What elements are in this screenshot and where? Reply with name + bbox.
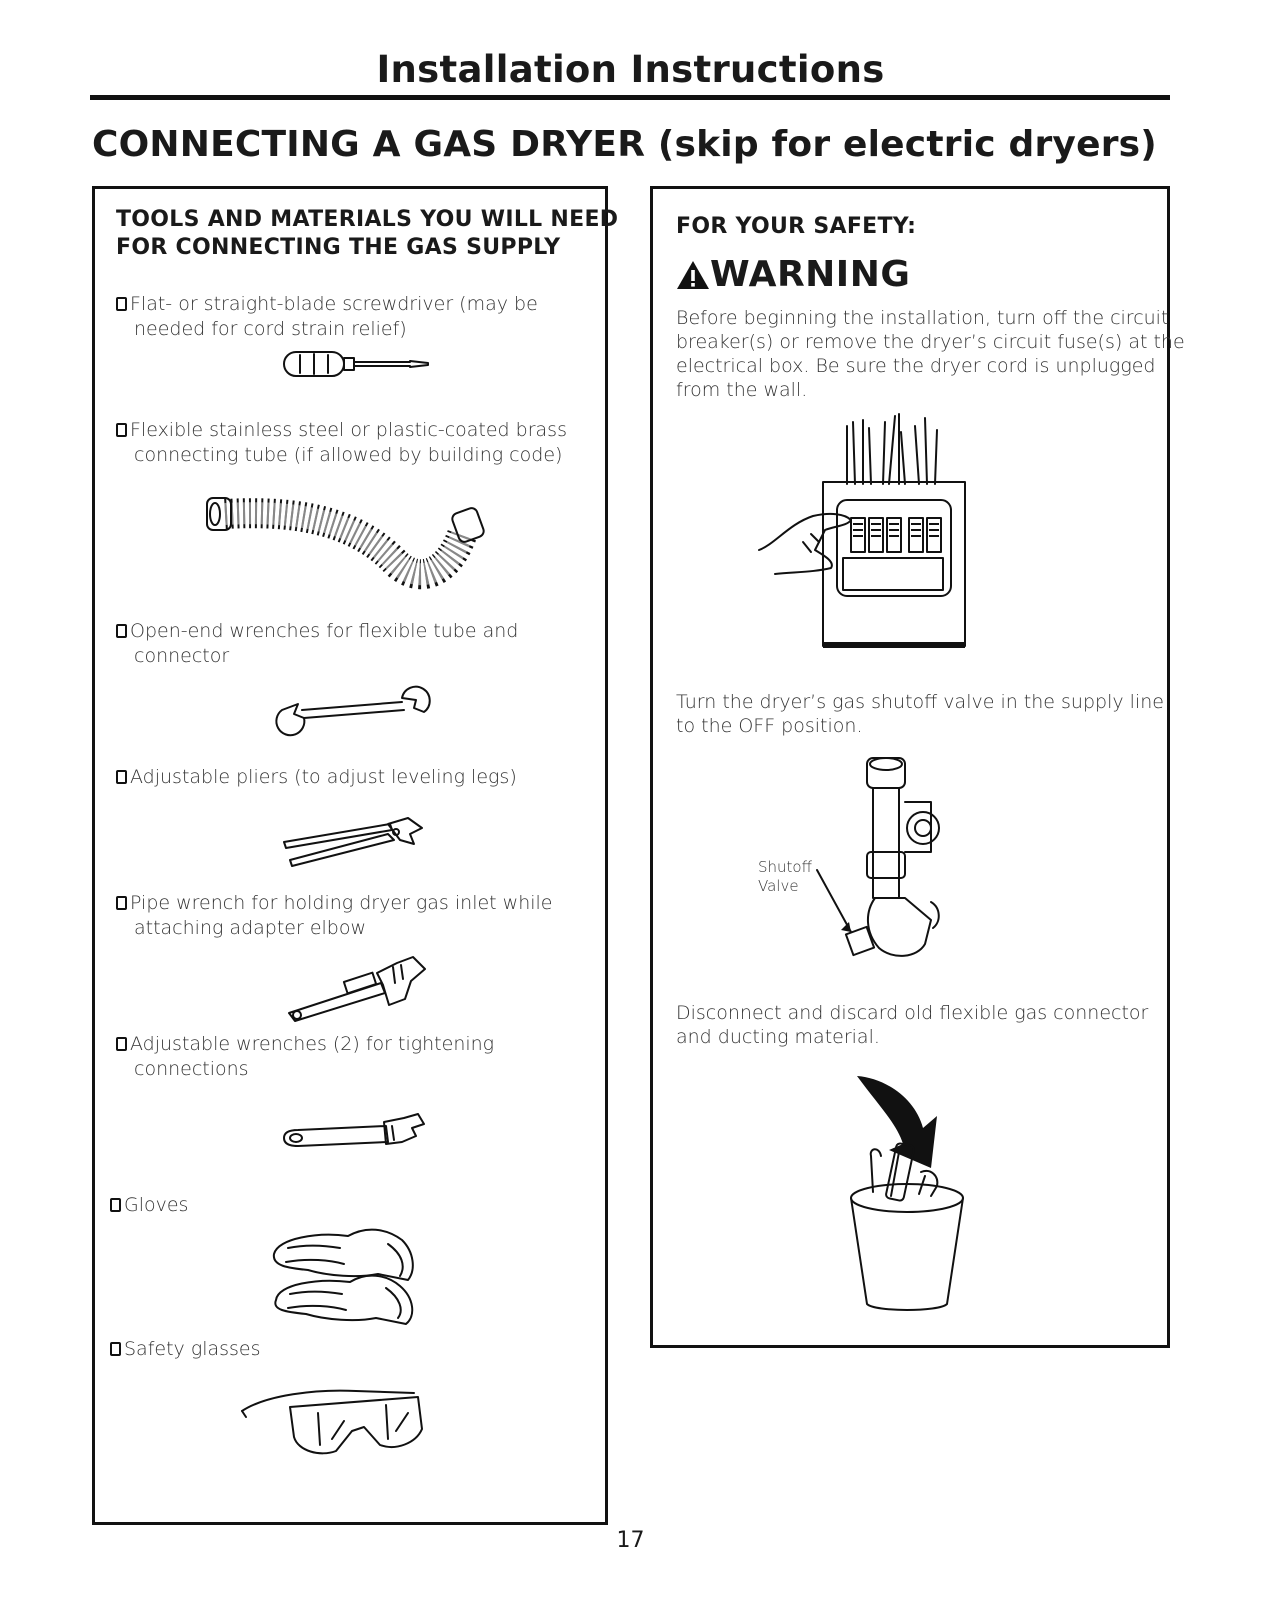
page-number: 17 — [616, 1528, 645, 1553]
safety-glasses-icon — [236, 1383, 436, 1458]
checkbox-icon — [116, 1037, 127, 1051]
safety-paragraph-1: Before beginning the installation, turn off the circuit breaker(s) or remove the dryer’s circuit fuse(s) at the electrical box. Be sure the dryer cord is unplugged from the wall. — [676, 307, 1185, 401]
tool-item-pipe-wrench: Pipe wrench for holding dryer gas inlet while attaching adapter elbow — [116, 891, 552, 941]
gloves-icon — [268, 1218, 428, 1328]
open-end-wrench-icon — [278, 688, 438, 728]
pliers-icon — [280, 810, 435, 865]
pipe-wrench-icon — [285, 955, 435, 1020]
shutoff-valve-label: Shutoff Valve — [758, 858, 812, 895]
tool-item-gloves: Gloves — [110, 1193, 188, 1218]
checkbox-icon — [116, 896, 127, 910]
checkbox-icon — [116, 624, 127, 638]
screwdriver-icon — [282, 348, 432, 382]
flexible-tube-icon — [205, 492, 495, 600]
checkbox-icon — [110, 1198, 121, 1212]
safety-paragraph-2: Turn the dryer’s gas shutoff valve in the supply line to the OFF position. — [676, 691, 1164, 737]
tool-item-screwdriver: Flat- or straight-blade screwdriver (may be needed for cord strain relief) — [116, 292, 538, 342]
checkbox-icon — [116, 297, 127, 311]
warning-banner — [676, 254, 910, 295]
warning-title: WARNING — [710, 254, 911, 295]
checkbox-icon — [110, 1342, 121, 1356]
tool-item-flexible-tube: Flexible stainless steel or plastic-coated brass connecting tube (if allowed by building code) — [116, 418, 567, 468]
tool-item-open-end-wrenches: Open-end wrenches for flexible tube and connector — [116, 619, 518, 669]
section-title: CONNECTING A GAS DRYER (skip for electric dryers) — [92, 124, 1157, 165]
safety-paragraph-3: Disconnect and discard old flexible gas connector and ducting material. — [676, 1002, 1149, 1048]
tools-heading-line2: FOR CONNECTING THE GAS SUPPLY — [116, 235, 561, 260]
tools-heading-line1: TOOLS AND MATERIALS YOU WILL NEED — [116, 207, 619, 232]
checkbox-icon — [116, 423, 127, 437]
tool-item-adjustable-wrenches: Adjustable wrenches (2) for tightening connections — [116, 1032, 494, 1082]
breaker-box-illustration — [755, 412, 985, 662]
trash-can-illustration — [845, 1068, 985, 1318]
tool-item-safety-glasses: Safety glasses — [110, 1337, 261, 1362]
warning-triangle-icon — [676, 259, 710, 291]
breaker-switches — [851, 518, 941, 552]
tools-heading — [116, 206, 618, 262]
page-header-title: Installation Instructions — [376, 48, 885, 91]
safety-heading: FOR YOUR SAFETY: — [676, 214, 917, 239]
checkbox-icon — [116, 770, 127, 784]
adjustable-wrench-icon — [280, 1112, 430, 1152]
header-divider — [90, 95, 1170, 100]
tool-item-adjustable-pliers: Adjustable pliers (to adjust leveling legs) — [116, 765, 517, 790]
